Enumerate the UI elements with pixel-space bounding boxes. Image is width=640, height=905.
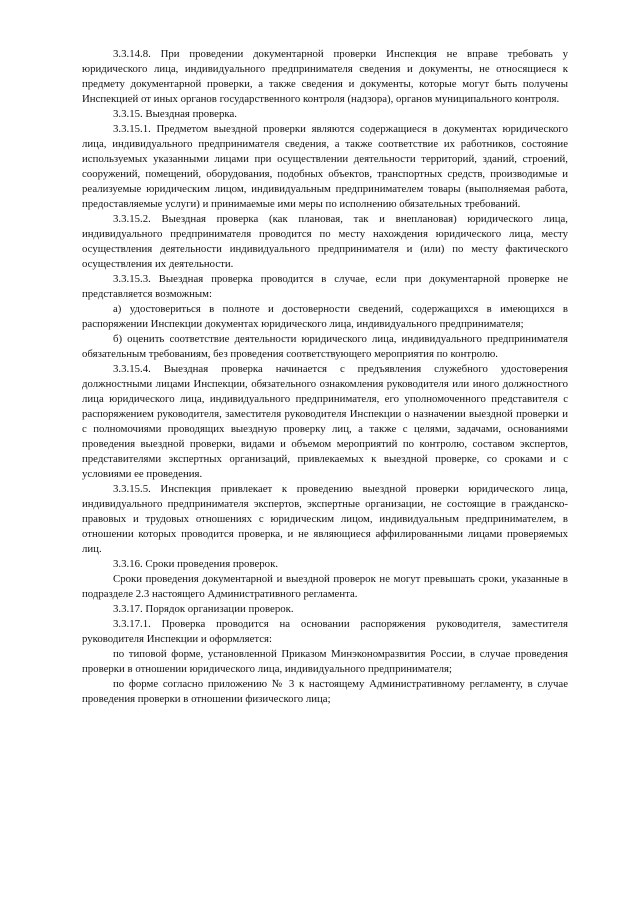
paragraph-3-3-17-1: 3.3.17.1. Проверка проводится на основании распоряжения руководителя, заместителя руководителя Инспекции и оформляется: <box>82 618 568 645</box>
paragraph-3-3-15-2: 3.3.15.2. Выездная проверка (как плановая, так и внеплановая) юридического лица, индивидуального предпринимателя проводится по месту нахождения юридического лица, месту осуществления деятельности индивидуального предпринимателя и (или) по месту фактического осуществления их деятельности. <box>82 213 568 270</box>
paragraph-3-3-15-5: 3.3.15.5. Инспекция привлекает к проведению выездной проверки юридического лица, индивидуального предпринимателя экспертов, экспертные организации, не состоящие в гражданско-правовых и трудовых отношениях с юридическим лицом, индивидуальным предпринимателем, в отношении которых проводится проверка, и не являющиеся аффилированными лицами проверяемых лиц. <box>82 483 568 555</box>
list-item-appendix-form: по форме согласно приложению № 3 к настоящему Административному регламенту, в случае проведения проверки в отношении физического лица; <box>82 678 568 705</box>
paragraph-3-3-15-4: 3.3.15.4. Выездная проверка начинается с предъявления служебного удостоверения должностными лицами Инспекции, обязательного ознакомления руководителя или иного должностного лица юридического лица, индивидуального предпринимателя, его уполномоченного представителя с распоряжением руководителя, заместителя руководителя Инспекции о назначении выездной проверки и с полномочиями проводящих выездную проверку лиц, а также с целями, задачами, основаниями проведения выездной проверки, видами и объемом мероприятий по контролю, составом экспертов, представителями экспертных организаций, привлекаемых к выездной проверке, со сроками и с условиями ее проведения. <box>82 363 568 480</box>
paragraph-3-3-15-1: 3.3.15.1. Предметом выездной проверки являются содержащиеся в документах юридического лица, индивидуального предпринимателя сведения, а также соответствие их работников, состояние используемых указанными лицами при осуществлении деятельности территорий, зданий, строений, сооружений, помещений, оборудования, подобных объектов, транспортных средств, производимые и реализуемые юридическим лицом, индивидуальным предпринимателем товары (выполняемая работа, предоставляемые услуги) и принимаемые ими меры по исполнению обязательных требований. <box>82 123 568 210</box>
heading-3-3-15: 3.3.15. Выездная проверка. <box>113 108 237 120</box>
list-item-a: а) удостовериться в полноте и достоверности сведений, содержащихся в имеющихся в распоряжении Инспекции документах юридического лица, индивидуального предпринимателя; <box>82 303 568 330</box>
heading-3-3-16: 3.3.16. Сроки проведения проверок. <box>113 558 279 570</box>
list-item-b: б) оценить соответствие деятельности юридического лица, индивидуального предпринимателя обязательным требованиям, без проведения соответствующего мероприятия по контролю. <box>82 333 568 360</box>
paragraph-3-3-15-3: 3.3.15.3. Выездная проверка проводится в случае, если при документарной проверке не представляется возможным: <box>82 273 568 300</box>
list-item-typical-form: по типовой форме, установленной Приказом Минэкономразвития России, в случае проведения проверки в отношении юридического лица, индивидуального предпринимателя; <box>82 648 568 675</box>
document-page <box>82 47 568 707</box>
paragraph-3-3-14-8: 3.3.14.8. При проведении документарной проверки Инспекция не вправе требовать у юридического лица, индивидуального предпринимателя сведения и документы, не относящиеся к предмету документарной проверки, а также сведения и документы, которые могут быть получены Инспекцией от иных органов государственного контроля (надзора), органов муниципального контроля. <box>82 48 568 105</box>
heading-3-3-17: 3.3.17. Порядок организации проверок. <box>113 603 294 615</box>
paragraph-terms: Сроки проведения документарной и выездной проверок не могут превышать сроки, указанные в подразделе 2.3 настоящего Административного регламента. <box>82 573 568 600</box>
